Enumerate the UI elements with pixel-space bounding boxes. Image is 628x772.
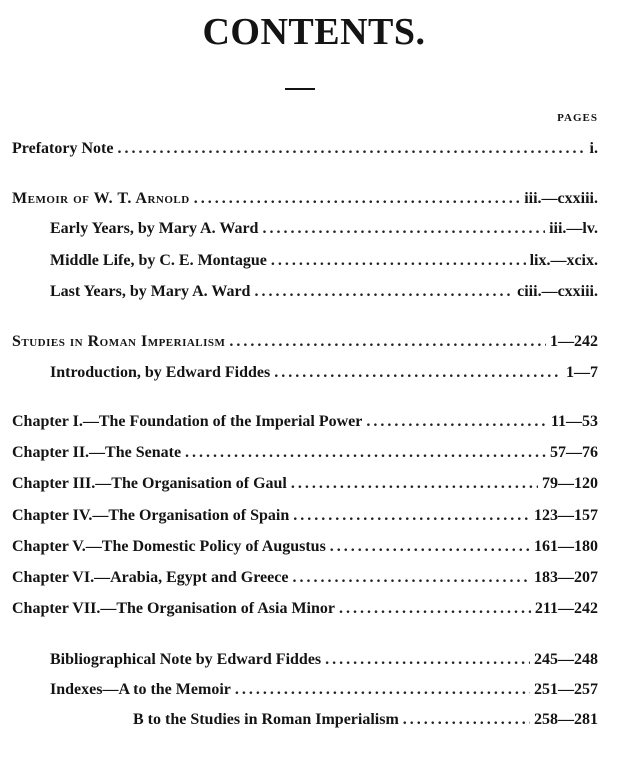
toc-entry-pages: 211—242: [534, 600, 598, 617]
toc-entry-label: Introduction, by Edward Fiddes: [50, 364, 271, 381]
dot-leader: [194, 190, 521, 208]
toc-entry-memoir: [12, 190, 598, 214]
toc-entry-bibliographical-note: [50, 651, 598, 675]
toc-entry-chapter-4: [12, 507, 598, 531]
toc-entry-early-years: [50, 220, 598, 244]
toc-entry-pages: 245—248: [534, 651, 598, 668]
toc-entry-chapter-2: [12, 444, 598, 468]
toc-entry-pages: 79—120: [542, 475, 598, 492]
toc-entry-chapter-3: [12, 475, 598, 499]
toc-entry-pages: ciii.—cxxiii.: [517, 283, 598, 300]
toc-entry-pages: 183—207: [534, 569, 598, 586]
toc-entry-middle-life: [50, 252, 598, 276]
toc-entry-pages: 251—257: [534, 681, 598, 698]
toc-entry-pages: 161—180: [534, 538, 598, 555]
toc-entry-label: Chapter VII.—The Organisation of Asia Minor: [12, 600, 335, 617]
dot-leader: [291, 475, 538, 493]
toc-entry-label: Prefatory Note: [12, 140, 114, 157]
dot-leader: [117, 140, 585, 158]
toc-entry-index-b: [133, 711, 598, 735]
toc-entry-pages: iii.—cxxiii.: [524, 190, 598, 207]
toc-entry-label: Chapter V.—The Domestic Policy of Augustus: [12, 538, 326, 555]
dot-leader: [339, 600, 531, 618]
dot-leader: [366, 413, 547, 431]
toc-entry-label: Indexes—A to the Memoir: [50, 681, 231, 698]
toc-entry-pages: 57—76: [550, 444, 598, 461]
toc-entry-pages: lix.—xcix.: [529, 252, 598, 269]
title-rule: [285, 88, 315, 90]
toc-entry-last-years: [50, 283, 598, 307]
toc-entry-pages: 123—157: [534, 507, 598, 524]
toc-entry-index-a: [50, 681, 598, 705]
toc-entry-label: Studies in Roman Imperialism: [12, 333, 226, 350]
dot-leader: [403, 711, 530, 729]
toc-entry-label: Last Years, by Mary A. Ward: [50, 283, 251, 300]
dot-leader: [254, 283, 513, 301]
toc-entry-pages: 1—7: [566, 364, 598, 381]
dot-leader: [271, 252, 526, 270]
toc-entry-label: Chapter II.—The Senate: [12, 444, 182, 461]
toc-entry-prefatory-note: [12, 140, 598, 164]
toc-entry-label: Chapter I.—The Foundation of the Imperial Power: [12, 413, 363, 430]
dot-leader: [185, 444, 546, 462]
toc-entry-chapter-5: [12, 538, 598, 562]
pages-column-header: PAGES: [557, 112, 598, 124]
toc-entry-label: Chapter III.—The Organisation of Gaul: [12, 475, 287, 492]
toc-entry-pages: iii.—lv.: [549, 220, 598, 237]
toc-entry-chapter-7: [12, 600, 598, 624]
toc-entry-introduction: [50, 364, 598, 388]
dot-leader: [325, 651, 530, 669]
dot-leader: [292, 569, 530, 587]
toc-entry-pages: i.: [589, 140, 598, 157]
toc-entry-label: Early Years, by Mary A. Ward: [50, 220, 259, 237]
toc-entry-label: Chapter VI.—Arabia, Egypt and Greece: [12, 569, 289, 586]
dot-leader: [229, 333, 546, 351]
dot-leader: [262, 220, 545, 238]
toc-entry-pages: 1—242: [550, 333, 598, 350]
toc-entry-pages: 258—281: [534, 711, 598, 728]
dot-leader: [274, 364, 562, 382]
toc-entry-studies: [12, 333, 598, 357]
page-title: CONTENTS.: [202, 11, 426, 53]
dot-leader: [235, 681, 530, 699]
toc-entry-label: Memoir of W. T. Arnold: [12, 190, 190, 207]
toc-entry-chapter-1: [12, 413, 598, 437]
toc-entry-chapter-6: [12, 569, 598, 593]
toc-entry-label: Middle Life, by C. E. Montague: [50, 252, 267, 269]
dot-leader: [330, 538, 530, 556]
toc-entry-pages: 11—53: [550, 413, 598, 430]
toc-entry-label: Bibliographical Note by Edward Fiddes: [50, 651, 322, 668]
toc-entry-label: Chapter IV.—The Organisation of Spain: [12, 507, 290, 524]
dot-leader: [293, 507, 530, 525]
toc-entry-label: B to the Studies in Roman Imperialism: [133, 711, 399, 728]
